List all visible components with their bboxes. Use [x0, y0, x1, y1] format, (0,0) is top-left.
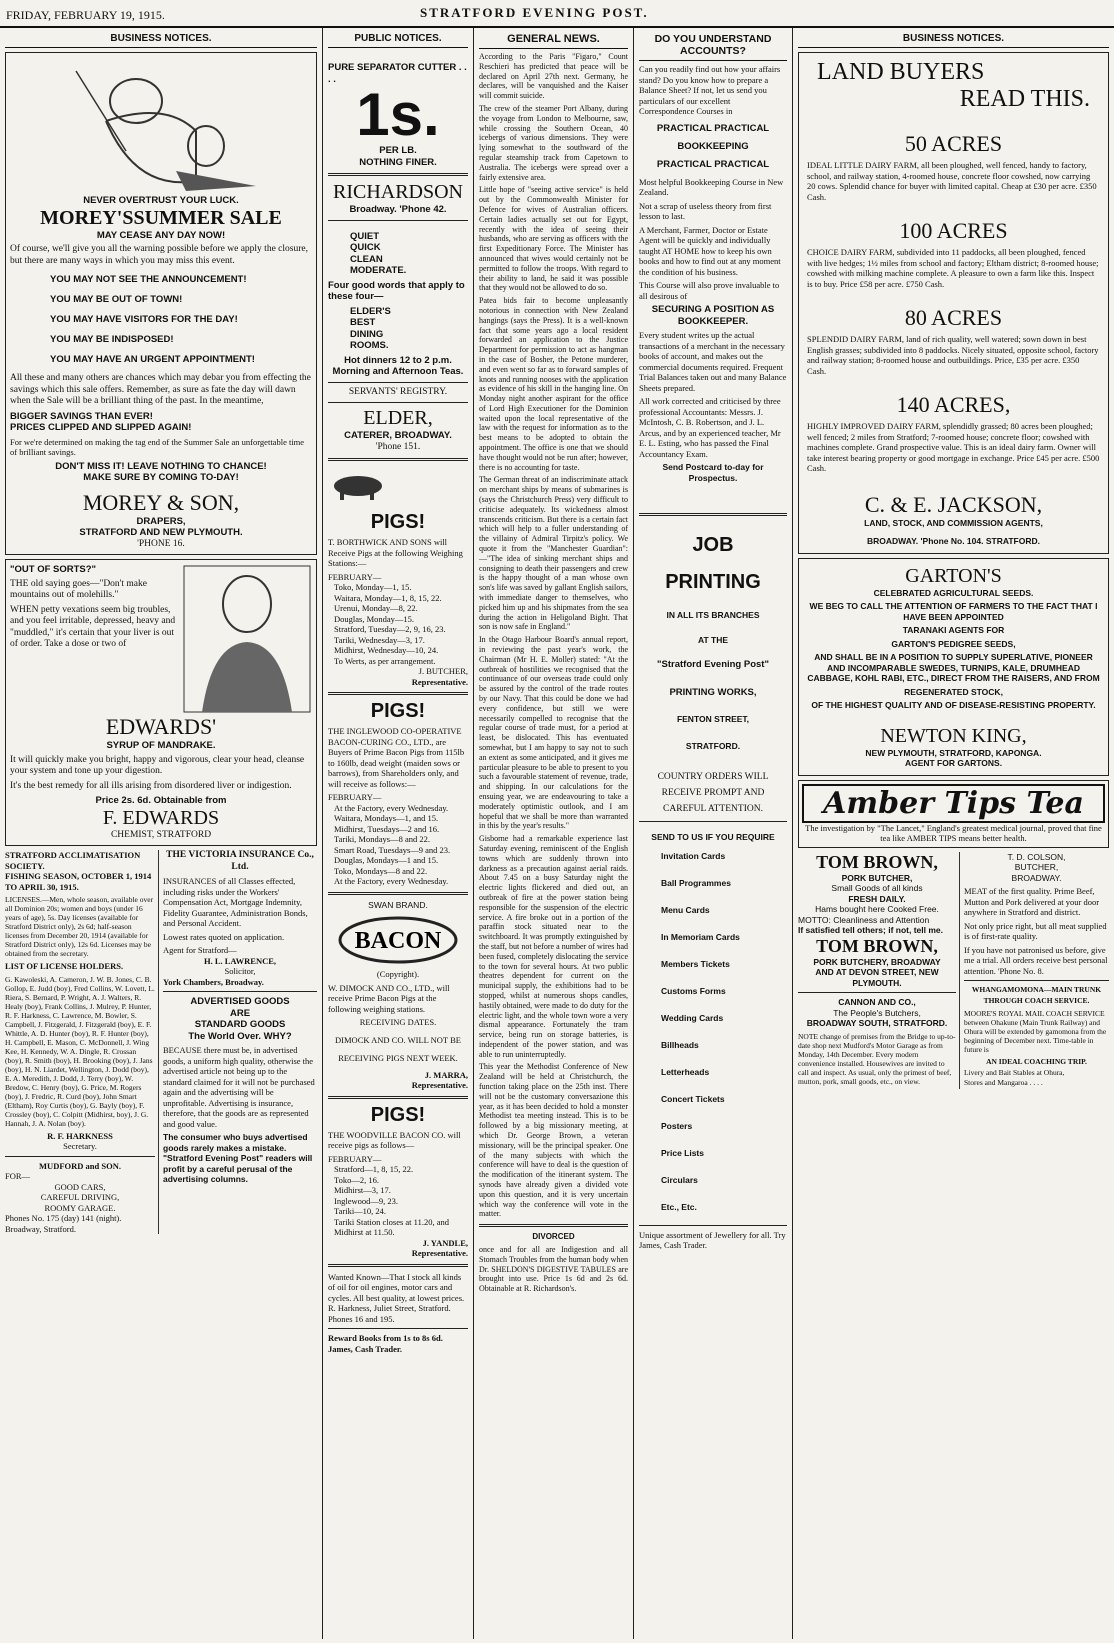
news-paragraph: Patea bids fair to become unpleasantly notorious in connection with New Zealand hangings (says the Press). It is a well-known fact that some years ago a local resident forwarded an application to the Justice Department for permission to act as hangman in the case of Bosher, the Petone murderer, and even went so far as to forward samples of knots and running nooses with the application as evidence of his skill in the hanging line. On Monday night another aspirant for the office of Lord High Executioner for the Dominion waited upon the local representative of the law with the request for information as to the best means to be adopted to obtain the appointment. The office is one that we should have thought would not be run after; however, there is no accounting for taste.	[479, 296, 628, 472]
stratford: STRATFORD.	[685, 740, 741, 751]
tom-butchery: PORK BUTCHERY, BROADWAY	[813, 956, 941, 967]
column-heading: DO YOU UNDERSTAND ACCOUNTS?	[639, 28, 787, 61]
tom-satisfied: If satisfied tell others; if not, tell me.	[798, 925, 943, 935]
richardson-name: RICHARDSON	[332, 181, 464, 203]
pigs2-item: Douglas, Mondays—1 and 15.	[334, 855, 439, 865]
hot-dinners: Hot dinners 12 to 2 p.m. Morning and Afternoon Teas.	[332, 354, 464, 377]
edwards-body: It will quickly make you bright, happy and vigorous, clear your head, cleanse your system and tone up your digestion.	[10, 754, 305, 776]
cannon-sub: The People's Butchers,	[833, 1007, 921, 1018]
pigs1-item: Waitara, Monday—1, 8, 15, 22.	[334, 592, 442, 603]
acclim-season: FISHING SEASON, OCTOBER 1, 1914 TO APRIL 30, 1915.	[5, 871, 152, 892]
pigs1-item: To Werts, as per arrangement.	[334, 655, 436, 666]
elder-name: ELDER,	[363, 407, 433, 429]
gartons-sub: CELEBRATED AGRICULTURAL SEEDS.	[873, 587, 1034, 598]
quiet-word: MODERATE.	[350, 265, 407, 276]
pigs1-title: PIGS!	[370, 511, 426, 533]
acclim-sec: Secretary.	[63, 1141, 97, 1151]
acres-body: IDEAL LITTLE DAIRY FARM, all been ploughed, well fenced, handy to factory, school, and railway station, 4-roomed house, concrete floor cowshed, now carrying 20 cows. Splendid chance for buyer with limited capital. Cheap at £30 per acre. £350 Cash.	[807, 160, 1097, 202]
elders-word: DINING	[350, 328, 384, 340]
column-5	[793, 28, 1114, 1639]
pigs3-title: PIGS!	[370, 1103, 426, 1126]
colson-name: T. D. COLSON,	[1007, 851, 1066, 862]
bacon-pig-logo	[333, 912, 463, 967]
gartons-p4: AND SHALL BE IN A POSITION TO SUPPLY SUPERLATIVE, PIONEER AND INCOMPARABLE SWEDES, TURNIPS, KALE, DRUMHEAD CABBAGE, KOHL RABI, ETC., DIRECT FROM THE RAISERS, AND FROM	[807, 652, 1100, 683]
column-1	[0, 28, 323, 1639]
mudford-l1: GOOD CARS,	[54, 1181, 106, 1192]
accounts-p6: Every student writes up the actual transactions of a merchant in the necessary books of account, and makes out the commercial documents required. Frequent Trial Balances taken out and many Balance Sheets prepared.	[639, 330, 787, 393]
read-this: READ THIS.	[959, 86, 1090, 112]
wanted-known: Wanted Known—That I stock all kinds of oil for oil engines, motor cars and cycles. All best quality, at lowest prices. R. Harkness, Juliet Street, Stratford. Phones 16 and 195.	[328, 1271, 465, 1324]
job-item: Letterheads	[661, 1066, 710, 1077]
tom-small: Small Goods of all kinds	[831, 883, 923, 893]
victoria-rates: Lowest rates quoted on application.	[163, 931, 285, 942]
gartons-p2: TARANAKI AGENTS FOR	[902, 625, 1005, 635]
morey-para: All these and many others are chances which may debar you from effecting the savings which this sale offers. Remember, as sure as fate the day will dawn when the Sale will be a brilliant thing of the past. In the meantime,	[10, 373, 311, 406]
colson-butcher: BUTCHER,	[1014, 862, 1059, 872]
goods-l3: STANDARD GOODS	[194, 1019, 286, 1030]
mudford-l3: ROOMY GARAGE.	[44, 1202, 116, 1213]
printing-heading: PRINTING	[665, 571, 761, 593]
whanga-body: MOORE'S ROYAL MAIL COACH SERVICE between Ohakune (Main Trunk Railway) and Ohura will be extended by gamomona from the beginning of December next. Time-table in future is	[964, 1009, 1107, 1054]
securing-position: SECURING A POSITION AS BOOKKEEPER.	[651, 304, 775, 327]
acres-body: SPLENDID DAIRY FARM, land of rich quality, well watered; sown down in best English grasses; subdivided into 8 paddocks. Nicely situated, opposite school, factory and railway station; 8-roomed house and outbuildings. Price, £35 per acre. £350 Cash.	[807, 334, 1099, 376]
colson-prices: Not only price right, but all meat supplied is of first-rate quality.	[964, 920, 1107, 941]
at-the: AT THE	[697, 634, 729, 645]
servants-registry: SERVANTS' REGISTRY.	[348, 386, 448, 397]
acclim-list: G. Kawoleski, A. Cameron, J. W. B. Jones, C. B. Gollop, E. Judd (boy), Fred Collins, W. Lovett, L. Riera, S. Bernard, P. Wright, A. J. Walters, R. Healy (boy), Frank Collins, J. Mulrey, P. Hunter, R. F. Harkness, C. Lawrence, M. Bowler, S. Campbell, J. Fitzgerald, J. Fitzgerald (boy), E. F. Whittle, A. D. Hunter (boy), R. F. Hunter (boy), H. Campbell, E. Mason, C. McDonnell, J. Wing Kee, H. Kennedy, W. A. Dingle, R. Crossan (boy), R. Smith (boy), H. Brooking (boy), J. Jans (boy), H. N. Liardet, Wellington, J. Dodd (boy), E. A. Meredith, J. Dodd, J. Terry (boy), W. Bredow, C. Henry (boy), G. Price, M. Rogers (boy), J. Fredric, R. Curd (boy), John Smart (Eltham), Roy Curtis (boy), G. Bayly (boy), F. Crossley (boy), C. Colpitt (Midhirst, boy), J. G. Hannah, J. A. Nolan (boy).	[5, 974, 155, 1128]
job-item: Ball Programmes	[661, 877, 731, 888]
accounts-p3: Not a scrap of useless theory from first lesson to last.	[639, 200, 772, 221]
column-heading: PUBLIC NOTICES.	[328, 28, 468, 48]
edwards-best: It's the best remedy for all ills arising from disordered liver or indigestion.	[10, 780, 292, 791]
amber-logo: Amber Tips Tea	[802, 784, 1105, 823]
morey-line: YOU MAY BE INDISPOSED!	[50, 334, 174, 345]
colson-patronise: If you have not patronised us before, give me a trial. All orders receive best personal attention. 'Phone No. 8.	[964, 944, 1108, 976]
printing-works: PRINTING WORKS,	[669, 686, 757, 698]
swan-brand: SWAN BRAND.	[368, 899, 428, 910]
pig-icon	[328, 472, 388, 500]
morey-intro: Of course, we'll give you all the warning possible before we apply the closure, but there are many ways in which you may miss this event.	[10, 244, 308, 266]
acres-body: HIGHLY IMPROVED DAIRY FARM, splendidly grassed; 80 acres been ploughed; well fenced; 2 miles from Stratford; 7-roomed house; concrete floor; cowshed with machines complete. Grand prospective value. This is an ideal dairy farm. Owner will take interest bearing property or good mortgage in exchange. Price £45 per acre. £500 Cash.	[807, 421, 1100, 473]
amber-tips-ad	[798, 780, 1109, 848]
goods-consumer: The consumer who buys advertised goods rarely makes a mistake. "Stratford Evening Post" readers will profit by a careful perusal of the advertising columns.	[163, 1132, 313, 1184]
morey-bigger: BIGGER SAVINGS THAN EVER!	[10, 410, 153, 422]
accounts-p4: A Merchant, Farmer, Doctor or Estate Agent will be quickly and individually taught AT HOME how to keep his own books and how to find out at any moment the condition of his business.	[639, 224, 781, 277]
edwards-product: SYRUP OF MANDRAKE.	[106, 740, 216, 751]
jackson-sub: LAND, STOCK, AND COMMISSION AGENTS,	[864, 517, 1043, 528]
fenton-street: FENTON STREET,	[676, 714, 750, 724]
cannon-body: NOTE change of premises from the Bridge to up-to-date shop next Mudford's Motor Garage as from Monday, 14th December. Every modern convenience installed. Housewives are invited to call and inspect. As usual, only the primest of beef, mutton, pork, small goods, etc., on view.	[798, 1031, 956, 1086]
column-heading: BUSINESS NOTICES.	[5, 28, 317, 48]
morey-title: MOREY'SSUMMER SALE	[40, 206, 282, 229]
gartons-p1: WE BEG TO CALL THE ATTENTION OF FARMERS TO THE FACT THAT I HAVE BEEN APPOINTED	[809, 601, 1098, 622]
edwards-quote-text: THE old saying goes—"Don't make mountains out of molehills."	[10, 578, 147, 600]
send-postcard: Send Postcard to-day for Prospectus.	[662, 462, 764, 483]
swan-receiving: RECEIVING DATES.	[359, 1017, 437, 1027]
acres-heading: 80 ACRES	[904, 305, 1003, 330]
edwards-quote-title: "OUT OF SORTS?"	[10, 564, 97, 575]
job-item: Circulars	[661, 1174, 698, 1185]
job-item: Menu Cards	[661, 904, 710, 915]
accounts-p7: All work corrected and criticised by three professional Accountants: Messrs. J. McIntosh, C. B. Robertson, and J. L. Arcus, and by an experienced teacher, Mr E. L. Esting, who has passed the Final Accountancy Exam.	[639, 396, 781, 459]
goods-l4: The World Over. WHY?	[188, 1030, 292, 1042]
tom-fresh: FRESH DAILY.	[848, 893, 906, 904]
jewellery: Unique assortment of Jewellery for all. Try James, Cash Trader.	[639, 1229, 786, 1250]
masthead	[0, 0, 1114, 28]
news-paragraph: Little hope of "seeing active service" is held out by the Commonwealth Minister for Defence for wives of Australian officers. Certain ladies actually set out for Egypt, recently with the idea of seeing their husbands, who are serving as officers with the first Expeditionary Force. The Minister has announced that wives would certainly not be permitted to follow the troops. With regard to their ability to land, he said it was possible that they would not be allowed to do so.	[479, 185, 628, 293]
pigs2-item: Tariki, Mondays—8 and 22.	[334, 834, 430, 844]
quiet-word: QUICK	[350, 242, 381, 253]
accounts-p2: Most helpful Bookkeeping Course in New Zealand.	[639, 176, 784, 197]
tom-hams: Hams bought here Cooked Free.	[815, 904, 939, 914]
divorced-heading: DIVORCED	[532, 1232, 575, 1242]
morey-drapers: DRAPERS,	[136, 515, 186, 527]
job-item: In Memoriam Cards	[661, 931, 740, 942]
gartons-p6: OF THE HIGHEST QUALITY AND OF DISEASE-RESISTING PROPERTY.	[811, 700, 1096, 710]
pigs3-item: Toko—2, 16.	[334, 1174, 379, 1185]
elder-phone: 'Phone 151.	[375, 441, 421, 452]
four-words: Four good words that apply to these four—	[328, 279, 465, 302]
victoria-agent: Agent for Stratford—	[163, 945, 237, 955]
practical-line: PRACTICAL PRACTICAL	[656, 158, 770, 170]
edwards-para: WHEN petty vexations seem big troubles, and you feel irritable, depressed, heavy and "muddled," it's certain that your liver is out of order. Take a dose or two of	[10, 604, 176, 649]
news-paragraph: once and for all are Indigestion and all Stomach Troubles from the human body when Dr. SHELDON'S DIGESTIVE TABULES are brought into use. Price 1s 6d and 2s 6d. Obtainable at R. Richardson's.	[479, 1245, 628, 1294]
gartons-p3: GARTON'S PEDIGREE SEEDS,	[891, 638, 1016, 649]
morey-towns: STRATFORD AND NEW PLYMOUTH.	[79, 527, 243, 538]
edwards-price: Price 2s. 6d. Obtainable from	[95, 795, 227, 806]
tom-motto: MOTTO: Cleanliness and Attention	[798, 914, 930, 925]
acclim-list-title: LIST OF LICENSE HOLDERS.	[5, 961, 124, 971]
pigs1-item: Midhirst, Wednesday—10, 24.	[334, 645, 439, 655]
gartons-ad	[798, 558, 1109, 776]
morey-phone: 'PHONE 16.	[137, 538, 185, 549]
pigs2-item: Smart Road, Tuesdays—9 and 23.	[334, 844, 451, 855]
send-us: SEND TO US IF YOU REQUIRE	[651, 832, 775, 842]
pigs3-item: Inglewood—9, 23.	[334, 1195, 398, 1206]
quiet-word: CLEAN	[350, 253, 383, 265]
column-heading: BUSINESS NOTICES.	[798, 28, 1109, 48]
pigs1-item: Douglas, Monday—15.	[334, 613, 415, 624]
pigs1-item: Urenui, Monday—8, 22.	[334, 603, 418, 613]
news-paragraph: In the Otago Harbour Board's annual report, in reviewing the past year's work, the Chairman (Mr H. E. Moller) stated: "At the outbreak of hostilities we recognised that the continuance of our overseas trade could only be assured by the control of the trade routes by our Navy. That this could be done we had every confidence, but still we were necessarily compelled to recognise that the regular course of trade must, for a period at least, be dislocated. This has eventuated somewhat, but I am happy to say not to such an extent as some anticipated, and it gives me particular pleasure to be able to present to you such a favourable statement of revenue, trade, and shipping. In our calculations for the ensuing year, we are endeavouring to take a moderately optimistic outlook, and I am hopeful that we shall be more than warranted in this by the year's results."	[479, 635, 628, 831]
pigs2-item: At the Factory, every Wednesday.	[334, 876, 449, 886]
goods-body: BECAUSE there must be, in advertised goods, a uniform high quality, otherwise the advertised article not being up to the standard claimed for it will not be purchased again and the advertising will be unprofitable. Advertising is insurance, therefore, that the goods are as represented and good value.	[163, 1045, 315, 1129]
newton-agent: AGENT FOR GARTONS.	[904, 758, 1003, 768]
reward-books: Reward Books from 1s to 8s 6d. James, Cash Trader.	[328, 1333, 443, 1354]
cutter-label: PURE SEPARATOR CUTTER . . . .	[328, 62, 467, 85]
job-item: Customs Forms	[661, 985, 726, 996]
column-4	[634, 28, 793, 1639]
mudford-phones: Phones No. 175 (day) 141 (night).	[5, 1213, 122, 1223]
cutter-price: 1s.	[356, 81, 440, 148]
column-2	[323, 28, 474, 1639]
morey-lines	[10, 270, 312, 370]
acclim-body: LICENSES.—Men, whole season, available over all Dominion 20s; women and boys (under 16 years of age), 5s. Day licenses (available for Stratford District only), 2s 6d; half-season licenses from December 20, 1914 (available for Stratford District only), 12s 6d. Licenses may be obtained from the secretary.	[5, 895, 154, 958]
pigs2-item: Waitara, Mondays—1, and 15.	[334, 813, 439, 823]
cannon-name: CANNON AND CO.,	[838, 997, 916, 1007]
goods-l2: ARE	[229, 1007, 251, 1019]
acres-heading: 140 ACRES,	[896, 392, 1011, 417]
swan-copyright: (Copyright).	[376, 969, 420, 979]
job-item: Members Tickets	[661, 958, 730, 969]
pigs3-sign: J. YANDLE,	[422, 1237, 468, 1248]
morey-line: YOU MAY HAVE AN URGENT APPOINTMENT!	[50, 354, 255, 365]
swan-sign: J. MARRA,	[424, 1069, 468, 1080]
job-item: Billheads	[661, 1039, 699, 1050]
morey-may-cease: MAY CEASE ANY DAY NOW!	[96, 229, 226, 241]
pigs2-title: PIGS!	[370, 700, 426, 722]
tom-brown-name: TOM BROWN,	[816, 851, 938, 872]
accounts-p5: This Course will also prove invaluable to all desirous of	[639, 280, 780, 301]
pigs1-item: Toko, Monday—1, 15.	[334, 582, 412, 592]
column-heading: GENERAL NEWS.	[479, 28, 628, 49]
morey-slogan: NEVER OVERTRUST YOUR LUCK.	[83, 195, 239, 206]
bacon-logo-text: BACON	[354, 928, 442, 954]
richardson-addr: Broadway. 'Phone 42.	[349, 204, 447, 215]
swan-notice: DIMOCK AND CO. WILL NOT BE RECEIVING PIGS NEXT WEEK.	[335, 1034, 461, 1063]
branches: IN ALL ITS BRANCHES	[666, 610, 760, 620]
pigs3-body: THE WOODVILLE BACON CO. will receive pigs as follows—	[328, 1129, 461, 1150]
edwards-chemist-name: F. EDWARDS	[102, 806, 220, 829]
pigs3-item: Stratford—1, 8, 15, 22.	[334, 1164, 414, 1174]
whanga-livery: Livery and Bait Stables at Ohura,	[964, 1067, 1065, 1077]
pigs3-item: Tariki—10, 24.	[334, 1206, 387, 1216]
column-3	[474, 28, 634, 1639]
mudford-for: FOR—	[5, 1171, 31, 1181]
news-paragraph: This year the Methodist Conference of New Zealand will be held at Christchurch, the function taking place on the 25th inst. There will not be the customary conversazione this year, as it has been decided to hold a monster Methodist tea meeting instead. This is to be followed by a big missionary meeting, at which Dr. George Brown, a veteran missionary, will be the principal speaker. One of the many subjects with which the conference will have to deal is the question of the modification of the itinerant system. The synods have already given a divided vote upon this question, and it is very uncertain which way the conference will vote in the matter.	[479, 1062, 628, 1219]
land-ad	[798, 52, 1109, 554]
job-item: Etc., Etc.	[661, 1201, 697, 1212]
pigs2-item: Toko, Mondays—8 and 22.	[334, 865, 428, 876]
morey-make-sure: MAKE SURE BY COMING TO-DAY!	[83, 472, 239, 483]
pigs2-item: Midhirst, Tuesdays—2 and 16.	[334, 823, 440, 834]
accounts-p1: Can you readily find out how your affairs stand? Do you know how to prepare a Balance Sheet? If not, let us send you particulars of our excellent Correspondence Courses in	[639, 64, 781, 116]
edwards-ad	[5, 559, 317, 846]
pigs1-body: T. BORTHWICK AND SONS will Receive Pigs at the following Weighing Stations:—	[328, 537, 463, 568]
acclim-title: STRATFORD ACCLIMATISATION SOCIETY.	[5, 850, 141, 871]
edwards-name: EDWARDS'	[105, 714, 217, 739]
morey-dont-miss: DON'T MISS IT! LEAVE NOTHING TO CHANCE!	[55, 460, 267, 472]
morey-line: YOU MAY BE OUT OF TOWN!	[50, 294, 183, 305]
victoria-addr: York Chambers, Broadway.	[163, 976, 264, 987]
post-name: "Stratford Evening Post"	[657, 659, 769, 670]
couple-illustration	[46, 61, 276, 191]
victoria-body: INSURANCES of all Classes effected, including risks under the Workers' Compensation Act, Mortgage Indemnity, Fidelity Guarantee, Administration Bonds, and Personal Accident.	[163, 876, 308, 928]
pigs1-sign: J. BUTCHER,	[418, 666, 468, 676]
pigs3-item: Midhirst—3, 17.	[334, 1185, 391, 1195]
elders-word: ROOMS.	[350, 340, 389, 351]
swan-body: W. DIMOCK AND CO., LTD., will receive Prime Bacon Pigs at the following weighing stations.	[328, 982, 450, 1014]
acclimatisation-notice	[5, 850, 159, 1234]
morey-prices: PRICES CLIPPED AND SLIPPED AGAIN!	[10, 422, 192, 433]
whanga-title: WHANGAMOMONA—MAIN TRUNK THROUGH COACH SERVICE.	[971, 985, 1102, 1005]
man-portrait-illustration	[182, 564, 312, 714]
colson-body: MEAT of the first quality. Prime Beef, Mutton and Pork delivered at your door anywhere in Stratford and district.	[964, 886, 1100, 917]
news-paragraph: The German threat of an indiscriminate attack on merchant ships by means of submarines is (says the Christchurch Press) very difficult to criticise adequately. Its wickedness almost transcends criticism. But there is a certain fact which will help to a fuller understanding of the villainy of Admiral Tirpitz's policy. We quote it from the "Manchester Guardian":—"The idea of sinking merchant ships and consigning to death their passengers and crew is the happy thought of a man whose own son's life was saved by gallant English sailors, with immediate danger to themselves, who picked him up and his shipmates from the sea during the action in Heligoland Bight. That son is now safe in England."	[479, 475, 628, 632]
morey-line: YOU MAY NOT SEE THE ANNOUNCEMENT!	[50, 274, 247, 285]
acres-heading: 50 ACRES	[904, 131, 1003, 156]
tom-brown-name-2: TOM BROWN,	[816, 935, 938, 956]
country-orders: COUNTRY ORDERS WILL RECEIVE PROMPT AND CAREFUL ATTENTION.	[657, 772, 769, 814]
goods-l1: ADVERTISED GOODS	[190, 996, 290, 1007]
elder-caterer: CATERER, BROADWAY.	[344, 430, 452, 441]
job-item: Wedding Cards	[661, 1012, 724, 1023]
elders-word: ELDER'S	[350, 305, 391, 317]
morey-firm: MOREY & SON,	[82, 489, 240, 515]
job-item: Posters	[661, 1120, 693, 1131]
pigs2-body: THE INGLEWOOD CO-OPERATIVE BACON-CURING CO., LTD., are Buyers of Prime Bacon Pigs from 115lb to 160lb, dead weight (maiden sows or barrows), from Shareholders only, and will receive as follows:—	[328, 726, 465, 789]
pigs3-feb: FEBRUARY—	[328, 1153, 382, 1164]
colson-broadway: BROADWAY.	[1011, 872, 1062, 883]
victoria-insurance	[163, 850, 317, 1234]
victoria-title: THE VICTORIA INSURANCE Co., Ltd.	[166, 850, 314, 872]
acclim-sign: R. F. HARKNESS	[47, 1130, 113, 1141]
pigs1-rep: Representative.	[411, 676, 468, 687]
quiet-word: QUIET	[350, 230, 380, 242]
gartons-title: GARTON'S	[905, 564, 1002, 587]
victoria-name: H. L. LAWRENCE,	[203, 955, 277, 966]
pigs3-item: Tariki Station closes at 11.20, and Midhirst at 11.50.	[334, 1216, 449, 1237]
acres-body: CHOICE DAIRY FARM, subdivided into 11 paddocks, all been ploughed, fenced with live hedges; 1½ miles from school and factory; Eltham district; 8-roomed house; cowshed with milking machine complete. A pleasure to own a farm like this. Inspect is to buy. Price £58 per acre. £750 Cash.	[807, 247, 1099, 289]
land-buyers: LAND BUYERS	[817, 59, 985, 85]
pigs2-feb: FEBRUARY—	[328, 792, 382, 802]
mudford-title: MUDFORD and SON.	[39, 1160, 121, 1171]
job-item: Concert Tickets	[661, 1093, 725, 1104]
newspaper-title: STRATFORD EVENING POST.	[420, 5, 649, 20]
morey-determined: For we're determined on making the tag end of the Summer Sale an unforgettable time of brilliant savings.	[10, 436, 305, 457]
pigs2-item: At the Factory, every Wednesday.	[334, 802, 449, 813]
victoria-solicitor: Solicitor,	[224, 966, 256, 976]
cutter-per: PER LB.	[379, 145, 417, 156]
cannon-addr: BROADWAY SOUTH, STRATFORD.	[806, 1018, 948, 1028]
pigs1-item: Stratford, Tuesday—2, 9, 16, 23.	[334, 624, 446, 634]
job-heading: JOB	[692, 534, 734, 556]
tom-devon: AND AT DEVON STREET, NEW PLYMOUTH.	[815, 967, 939, 988]
newton-towns: NEW PLYMOUTH, STRATFORD, KAPONGA.	[865, 747, 1042, 758]
morey-ad	[5, 52, 317, 555]
whanga-stores: Stores and Mangaroa . . . .	[964, 1078, 1043, 1087]
newton-king: NEWTON KING,	[880, 724, 1027, 747]
gartons-p5: REGENERATED STOCK,	[904, 686, 1003, 697]
cutter-finer: NOTHING FINER.	[359, 156, 437, 168]
morey-line: YOU MAY HAVE VISITORS FOR THE DAY!	[50, 314, 238, 325]
swan-rep: Representative.	[411, 1080, 468, 1090]
job-item: Price Lists	[661, 1147, 704, 1158]
jackson-name: C. & E. JACKSON,	[864, 491, 1043, 517]
pigs1-item: Tariki, Wednesday—3, 17.	[334, 634, 425, 645]
pigs3-rep: Representative.	[411, 1248, 468, 1258]
date: FRIDAY, FEBRUARY 19, 1915.	[6, 8, 165, 22]
news-paragraph: Gisborne had a remarkable experience last Saturday evening, reminiscent of the English towns which are suddenly thrown into darkness as a precaution against aerial raids. About 7.45 on a busy Saturday night the electric lights flickered and died out, an outbreak of fire at the power station being responsible for the suspension of the electric service. A fire broke out in a portion of the paraffin stock situated near to the switchboard. It was promptly extinguished by the staff, but not before a number of wires had been fused, completely dislocating the service to the town for several hours. At two public theatres dependent for current on the municipal supply, the exhibitions had to be stopped, whilst at numerous shops candles, hastily obtained, were made to do duty for the electric light, and the whole town wore a very dismal appearance. Fortunately the tram service, being run on storage batteries, is independent of the power station, and was able to run uninterruptedly.	[479, 834, 628, 1059]
news-paragraph: According to the Paris "Figaro," Count Reschieri has predicted that peace will be declared on April 27th next. Germany, he declares, will be vanquished and the Kaiser will commit suicide.	[479, 52, 628, 101]
jackson-addr: BROADWAY. 'Phone No. 104. STRATFORD.	[867, 536, 1040, 546]
acres-heading: 100 ACRES	[899, 218, 1008, 243]
practical-line: BOOKKEEPING	[677, 140, 749, 152]
elders-word: BEST	[350, 317, 376, 328]
mudford-l2: CAREFUL DRIVING,	[40, 1192, 120, 1202]
edwards-chemist: CHEMIST, STRATFORD	[110, 829, 212, 840]
job-item: Invitation Cards	[661, 850, 726, 861]
practical-line: PRACTICAL PRACTICAL	[656, 122, 770, 134]
amber-sub: The investigation by "The Lancet," England's greatest medical journal, proved that fine tea like AMBER TIPS means better health.	[805, 822, 1102, 843]
pigs1-feb: FEBRUARY—	[328, 571, 382, 582]
news-paragraph: The crew of the steamer Port Albany, during the voyage from London to Melbourne, saw, while crossing the Southern Ocean, 40 icebergs of various dimensions. They were lying somewhat to the southward of the regular steamship track from Capetown to Australia. The icebergs were spread over a fairly extensive area.	[479, 103, 628, 182]
mudford-addr: Broadway, Stratford.	[5, 1223, 76, 1234]
whanga-ideal: AN IDEAL COACHING TRIP.	[986, 1057, 1087, 1066]
tom-butcher: PORK BUTCHER,	[841, 872, 913, 883]
